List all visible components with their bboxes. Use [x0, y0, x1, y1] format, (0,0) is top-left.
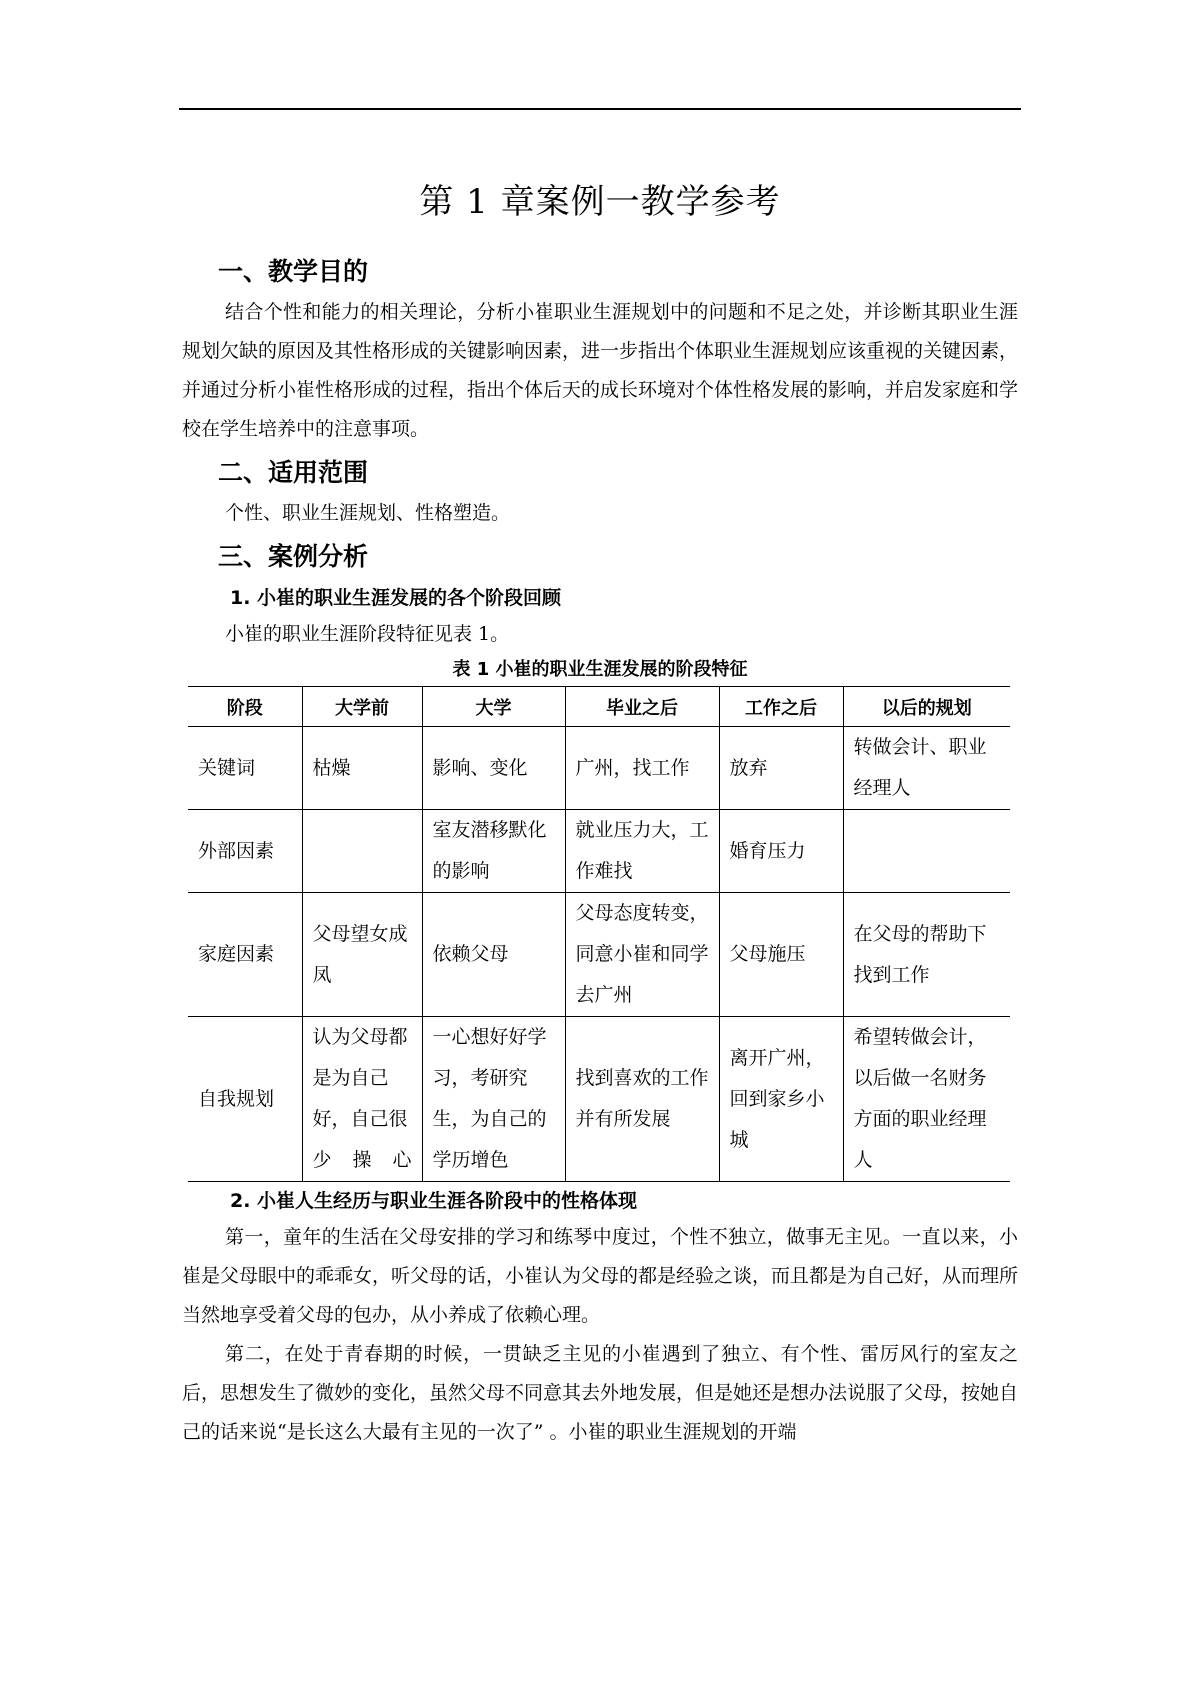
section-teaching-purpose-heading: 一、教学目的 — [218, 257, 369, 286]
table-header-cell: 以后的规划 — [843, 687, 1010, 727]
section-scope-text: 个性、职业生涯规划、性格塑造。 — [225, 502, 511, 524]
table-header-cell: 毕业之后 — [565, 687, 719, 727]
table-cell — [302, 810, 422, 893]
row-label-cell: 家庭因素 — [188, 893, 302, 1017]
table-caption: 表 1 小崔的职业生涯发展的阶段特征 — [452, 659, 748, 680]
subsection-1-heading: 1. 小崔的职业生涯发展的各个阶段回顾 — [230, 587, 562, 609]
header-rule — [179, 108, 1021, 110]
table-cell: 一心想好好学习，考研究生，为自己的学历增色 — [422, 1017, 565, 1182]
table-cell: 影响、变化 — [422, 727, 565, 810]
table-cell: 找到喜欢的工作并有所发展 — [565, 1017, 719, 1182]
table-cell: 父母望女成凤 — [302, 893, 422, 1017]
section-case-analysis-heading: 三、案例分析 — [218, 542, 369, 571]
subsection-2-paragraph-1: 第一，童年的生活在父母安排的学习和练琴中度过，个性不独立，做事无主见。一直以来，小崔是父母眼中的乖乖女，听父母的话，小崔认为父母的都是经验之谈，而且都是为自己好，从而理所当然地享受着父母的包办，从小养成了依赖心理。 — [182, 1226, 1019, 1326]
subsection-2-paragraph-2: 第二，在处于青春期的时候，一贯缺乏主见的小崔遇到了独立、有个性、雷厉风行的室友之后，思想发生了微妙的变化，虽然父母不同意其去外地发展，但是她还是想办法说服了父母，按她自己的话来说“是长这么大最有主见的一次了” 。小崔的职业生涯规划的开端 — [182, 1343, 1019, 1443]
table-cell: 父母态度转变，同意小崔和同学去广州 — [565, 893, 719, 1017]
table-cell: 认为父母都是为自己好，自己很少操心 — [302, 1017, 422, 1182]
table-cell: 在父母的帮助下找到工作 — [843, 893, 1010, 1017]
table-cell: 依赖父母 — [422, 893, 565, 1017]
table-cell: 就业压力大，工作难找 — [565, 810, 719, 893]
table-cell: 广州，找工作 — [565, 727, 719, 810]
table-cell: 离开广州，回到家乡小城 — [719, 1017, 843, 1182]
table-cell: 父母施压 — [719, 893, 843, 1017]
table-header-cell: 工作之后 — [719, 687, 843, 727]
row-label-cell: 外部因素 — [188, 810, 302, 893]
table-cell: 放弃 — [719, 727, 843, 810]
table-row — [188, 810, 1010, 893]
table-intro-text: 小崔的职业生涯阶段特征见表 1。 — [225, 623, 510, 645]
table-cell: 婚育压力 — [719, 810, 843, 893]
table-header-cell: 大学 — [422, 687, 565, 727]
table-cell: 转做会计、职业经理人 — [843, 727, 1010, 810]
table-cell: 枯燥 — [302, 727, 422, 810]
document-title: 第 1 章案例一教学参考 — [419, 182, 781, 222]
table-row — [188, 727, 1010, 810]
row-label-cell: 关键词 — [188, 727, 302, 810]
table-cell — [843, 810, 1010, 893]
table-header-row — [188, 687, 1010, 727]
table-cell: 室友潜移默化的影响 — [422, 810, 565, 893]
document-body — [182, 178, 1018, 1452]
table-header-cell: 阶段 — [188, 687, 302, 727]
table-row — [188, 1017, 1010, 1182]
row-label-cell: 自我规划 — [188, 1017, 302, 1182]
section-teaching-purpose-text: 结合个性和能力的相关理论，分析小崔职业生涯规划中的问题和不足之处，并诊断其职业生涯规划欠缺的原因及其性格形成的关键影响因素，进一步指出个体职业生涯规划应该重视的关键因素，并通过分析小崔性格形成的过程，指出个体后天的成长环境对个体性格发展的影响，并启发家庭和学校在学生培养中的注意事项。 — [182, 301, 1019, 440]
table-cell: 希望转做会计，以后做一名财务方面的职业经理人 — [843, 1017, 1010, 1182]
subsection-2-heading: 2. 小崔人生经历与职业生涯各阶段中的性格体现 — [230, 1190, 638, 1212]
table-row — [188, 893, 1010, 1017]
career-stage-table — [188, 686, 1010, 1182]
table-header-cell: 大学前 — [302, 687, 422, 727]
section-scope-heading: 二、适用范围 — [218, 458, 369, 487]
